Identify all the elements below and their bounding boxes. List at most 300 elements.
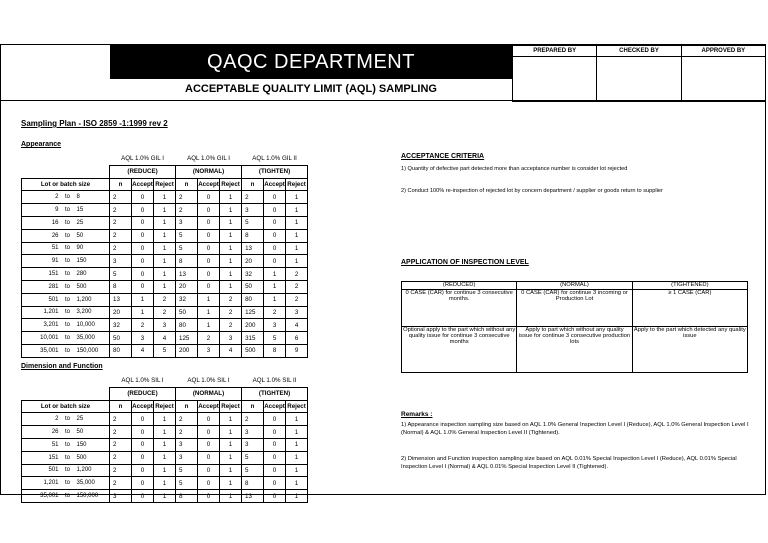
- lot-size-to-word: to: [64, 322, 70, 329]
- reject-number: 1: [286, 229, 308, 242]
- accept-number: 0: [264, 477, 286, 490]
- sample-size: 80: [242, 293, 264, 306]
- lot-size-to: 35,000: [76, 335, 95, 342]
- table-row: [22, 306, 308, 319]
- table-row: [22, 216, 308, 229]
- lot-size-from: 26: [51, 232, 59, 239]
- normal-header: (NORMAL): [517, 282, 632, 290]
- lot-size-header: Lot or batch size: [22, 400, 110, 413]
- sample-size: 5: [242, 216, 264, 229]
- accept-number: 1: [198, 306, 220, 319]
- accept-number: 0: [198, 229, 220, 242]
- sample-size: 5: [110, 268, 132, 281]
- lot-size-to: 150,000: [76, 347, 99, 354]
- reject-number: 3: [154, 319, 176, 332]
- n-header: n: [176, 178, 198, 191]
- dimension-table: [21, 375, 308, 503]
- sample-size: 2: [110, 229, 132, 242]
- table-row: [22, 268, 308, 281]
- lot-size-from: 16: [51, 219, 59, 226]
- aql-group-label: AQL 1.0% GIL II: [252, 155, 297, 163]
- tightened-condition: ≥ 1 CASE (CAR): [632, 290, 747, 327]
- n-header: n: [110, 178, 132, 191]
- lot-size-to-word: to: [64, 441, 70, 448]
- inspection-level-label: (REDUCE): [110, 165, 176, 178]
- accept-number: 0: [132, 255, 154, 268]
- table-row: [22, 204, 308, 217]
- application-title: APPLICATION OF INSPECTION LEVEL: [401, 259, 529, 266]
- sample-size: 8: [110, 280, 132, 293]
- accept-number: 4: [132, 344, 154, 357]
- table-row: [22, 319, 308, 332]
- lot-size-to-word: to: [64, 416, 70, 423]
- lot-size-to: 280: [76, 271, 87, 278]
- acceptance-criteria-title: ACCEPTANCE CRITERIA: [401, 153, 485, 160]
- lot-size-to: 25: [76, 219, 84, 226]
- sample-size: 8: [242, 477, 264, 490]
- dimension-label: Dimension and Function: [21, 363, 103, 370]
- sample-size: 2: [176, 191, 198, 204]
- reject-number: 4: [154, 332, 176, 345]
- lot-size-from: 35,001: [40, 493, 59, 500]
- tightened-header: (TIGHTENED): [632, 282, 747, 290]
- lot-size-from: 281: [48, 283, 59, 290]
- blank-cell: [22, 375, 110, 387]
- prepared-by-header: PREPARED BY: [513, 46, 597, 57]
- sample-size: 2: [110, 438, 132, 451]
- lot-size-to: 500: [76, 283, 87, 290]
- sample-size: 32: [242, 268, 264, 281]
- appearance-table: [21, 153, 308, 358]
- table-row: [22, 413, 308, 426]
- lot-size-from: 91: [51, 258, 59, 265]
- sample-size: 50: [110, 332, 132, 345]
- accept-number: 1: [264, 280, 286, 293]
- lot-size-to: 15: [76, 207, 84, 214]
- lot-size-to: 35,000: [76, 480, 95, 487]
- remark-item-2: 2) Dimension and Function inspection sampling size based on AQL 0.01% Special Inspection Level I (Reduce), AQL 0.01% Special Inspection Level I (Normal) & AQL 0.01% Special Inspection Level II (Tightened).: [401, 456, 737, 470]
- blank-cell: [22, 165, 110, 178]
- sample-size: 2: [110, 204, 132, 217]
- accept-number: 0: [198, 490, 220, 503]
- accept-number: 0: [132, 191, 154, 204]
- sample-size: 2: [110, 451, 132, 464]
- reject-number: 1: [220, 191, 242, 204]
- lot-size-range: [22, 451, 110, 464]
- sample-size: 5: [176, 229, 198, 242]
- remarks-title: Remarks :: [401, 411, 433, 418]
- remark-item-1: 1) Appearance inspection sampling size based on AQL 1.0% General Inspection Level I (Reduce), AQL 1.0% General Inspection Level I (Normal) & AQL 1.0% General Inspection Level II (Tightened).: [401, 422, 749, 436]
- reject-number: 6: [286, 332, 308, 345]
- reject-number: 1: [154, 451, 176, 464]
- accept-number: 0: [132, 242, 154, 255]
- accept-number: 0: [132, 451, 154, 464]
- reduced-condition: 0 CASE (CAR) for continue 3 consecutive months.: [402, 290, 517, 327]
- sample-size: 3: [110, 255, 132, 268]
- sample-size: 2: [110, 477, 132, 490]
- reject-number: 1: [286, 242, 308, 255]
- reject-number: 1: [220, 242, 242, 255]
- sample-size: 125: [176, 332, 198, 345]
- reject-number: 1: [154, 280, 176, 293]
- lot-size-from: 51: [51, 245, 59, 252]
- n-header: n: [110, 400, 132, 413]
- accept-number: 0: [264, 413, 286, 426]
- accept-number: 1: [132, 306, 154, 319]
- reject-number: 2: [154, 293, 176, 306]
- reject-number: 4: [220, 344, 242, 357]
- sample-size: 8: [176, 490, 198, 503]
- acceptance-criteria-item-2: 2) Conduct 100% re-inspection of rejected lot by concern department / supplier or goods return to supplier: [401, 188, 663, 194]
- lot-size-to-word: to: [64, 232, 70, 239]
- accept-number: 8: [264, 344, 286, 357]
- reject-number: 1: [154, 268, 176, 281]
- sample-size: 3: [176, 216, 198, 229]
- sample-size: 50: [176, 306, 198, 319]
- sample-size: 2: [176, 413, 198, 426]
- reject-number: 1: [286, 413, 308, 426]
- lot-size-range: [22, 413, 110, 426]
- lot-size-to-word: to: [64, 335, 70, 342]
- header-divider: [1, 100, 765, 101]
- sample-size: 8: [176, 255, 198, 268]
- lot-size-to-word: to: [64, 283, 70, 290]
- lot-size-range: [22, 191, 110, 204]
- reject-number: 1: [220, 413, 242, 426]
- sample-size: 13: [242, 490, 264, 503]
- sample-size: 200: [176, 344, 198, 357]
- lot-size-header: Lot or batch size: [22, 178, 110, 191]
- lot-size-range: [22, 344, 110, 357]
- table-row: [22, 477, 308, 490]
- sample-size: 20: [110, 306, 132, 319]
- sample-size: 500: [242, 344, 264, 357]
- accept-number: 0: [198, 191, 220, 204]
- table-row: [22, 280, 308, 293]
- lot-size-to-word: to: [64, 467, 70, 474]
- accept-number: 0: [264, 216, 286, 229]
- table-row: [22, 191, 308, 204]
- lot-size-to-word: to: [64, 207, 70, 214]
- sample-size: 50: [242, 280, 264, 293]
- reject-number: 4: [286, 319, 308, 332]
- accept-number: 0: [198, 413, 220, 426]
- accept-number: 0: [198, 464, 220, 477]
- lot-size-to: 1,200: [76, 467, 92, 474]
- accept-number: 0: [264, 490, 286, 503]
- lot-size-to: 10,000: [76, 322, 95, 329]
- reject-number: 1: [220, 229, 242, 242]
- accept-number: 1: [264, 293, 286, 306]
- accept-number: 0: [132, 280, 154, 293]
- sample-size: 2: [110, 216, 132, 229]
- accept-number: 1: [198, 293, 220, 306]
- accept-number: 2: [264, 306, 286, 319]
- reject-header: Reject: [154, 400, 176, 413]
- reject-number: 1: [286, 191, 308, 204]
- lot-size-from: 51: [51, 441, 59, 448]
- sample-size: 32: [110, 319, 132, 332]
- reject-number: 1: [154, 426, 176, 439]
- accept-number: 0: [132, 268, 154, 281]
- sample-size: 3: [242, 438, 264, 451]
- accept-number: 1: [132, 293, 154, 306]
- aql-group-label: AQL 1.0% GIL I: [187, 155, 230, 163]
- table-row: [22, 293, 308, 306]
- reject-number: 3: [220, 332, 242, 345]
- reject-number: 1: [286, 464, 308, 477]
- lot-size-to-word: to: [64, 296, 70, 303]
- department-title: QAQC DEPARTMENT: [110, 45, 512, 79]
- reject-number: 1: [154, 229, 176, 242]
- reject-number: 1: [154, 413, 176, 426]
- lot-size-to-word: to: [64, 271, 70, 278]
- table-row: [22, 490, 308, 503]
- approval-table: [512, 45, 766, 102]
- accept-number: 0: [198, 477, 220, 490]
- accept-number: 0: [198, 242, 220, 255]
- lot-size-range: [22, 438, 110, 451]
- lot-size-to-word: to: [64, 219, 70, 226]
- prepared-by-signature[interactable]: [513, 57, 597, 102]
- aql-sheet: [0, 44, 766, 500]
- reject-number: 1: [220, 451, 242, 464]
- accept-number: 0: [198, 426, 220, 439]
- table-row: [22, 438, 308, 451]
- reject-number: 1: [154, 204, 176, 217]
- sample-size: 315: [242, 332, 264, 345]
- acceptance-criteria-item-1: 1) Quantity of defective part detected more than acceptance number is consider lot rejected: [401, 166, 628, 172]
- accept-number: 0: [198, 438, 220, 451]
- lot-size-to-word: to: [64, 347, 70, 354]
- lot-size-to-word: to: [64, 493, 70, 500]
- accept-number: 2: [198, 332, 220, 345]
- lot-size-range: [22, 477, 110, 490]
- lot-size-to: 8: [76, 194, 80, 201]
- reject-number: 1: [154, 242, 176, 255]
- table-row: [22, 344, 308, 357]
- accept-number: 1: [198, 319, 220, 332]
- lot-size-range: [22, 216, 110, 229]
- accept-header: Accept: [264, 400, 286, 413]
- lot-size-range: [22, 229, 110, 242]
- lot-size-to-word: to: [64, 245, 70, 252]
- sample-size: 80: [176, 319, 198, 332]
- accept-number: 0: [264, 438, 286, 451]
- accept-number: 0: [198, 268, 220, 281]
- table-row: [22, 229, 308, 242]
- reject-number: 1: [154, 191, 176, 204]
- reject-number: 1: [220, 268, 242, 281]
- sample-size: 20: [176, 280, 198, 293]
- reject-number: 1: [154, 477, 176, 490]
- sample-size: 3: [242, 426, 264, 439]
- lot-size-from: 501: [48, 467, 59, 474]
- lot-size-to: 3,200: [76, 309, 92, 316]
- reject-number: 1: [220, 255, 242, 268]
- accept-number: 5: [264, 332, 286, 345]
- reject-number: 1: [286, 438, 308, 451]
- lot-size-from: 26: [51, 429, 59, 436]
- lot-size-range: [22, 319, 110, 332]
- aql-group-label: AQL 1.0% SIL II: [252, 377, 297, 385]
- lot-size-from: 9: [55, 207, 59, 214]
- normal-application: Apply to part which without any quality issue for continue 3 consecutive production lots: [517, 327, 632, 373]
- sample-size: 125: [242, 306, 264, 319]
- tightened-application: Apply to the part which detected any quality issue: [632, 327, 747, 373]
- lot-size-range: [22, 293, 110, 306]
- reject-number: 1: [286, 204, 308, 217]
- approved-by-signature[interactable]: [681, 57, 765, 102]
- sample-size: 200: [242, 319, 264, 332]
- table-row: [22, 332, 308, 345]
- accept-header: Accept: [132, 400, 154, 413]
- reject-number: 2: [286, 293, 308, 306]
- lot-size-range: [22, 268, 110, 281]
- reject-number: 2: [220, 306, 242, 319]
- reject-number: 1: [154, 216, 176, 229]
- accept-number: 0: [264, 255, 286, 268]
- reject-number: 1: [154, 438, 176, 451]
- appearance-label: Appearance: [21, 141, 62, 148]
- sample-size: 20: [242, 255, 264, 268]
- accept-number: 0: [132, 229, 154, 242]
- reject-number: 2: [286, 280, 308, 293]
- lot-size-to-word: to: [64, 480, 70, 487]
- reject-header: Reject: [220, 400, 242, 413]
- accept-header: Accept: [264, 178, 286, 191]
- lot-size-to-word: to: [64, 429, 70, 436]
- lot-size-from: 35,001: [40, 347, 59, 354]
- lot-size-to: 90: [76, 245, 84, 252]
- lot-size-range: [22, 242, 110, 255]
- lot-size-from: 151: [48, 271, 59, 278]
- aql-group-label: AQL 1.0% GIL I: [121, 155, 164, 163]
- reject-number: 1: [220, 464, 242, 477]
- table-row: [22, 255, 308, 268]
- sample-size: 2: [110, 464, 132, 477]
- accept-number: 0: [132, 413, 154, 426]
- sample-size: 3: [176, 438, 198, 451]
- accept-header: Accept: [198, 400, 220, 413]
- lot-size-to: 50: [76, 232, 84, 239]
- sample-size: 5: [176, 477, 198, 490]
- table-row: [22, 242, 308, 255]
- reject-number: 9: [286, 344, 308, 357]
- sample-size: 13: [110, 293, 132, 306]
- sample-size: 2: [242, 191, 264, 204]
- sample-size: 2: [176, 204, 198, 217]
- lot-size-to: 50: [76, 429, 84, 436]
- lot-size-from: 151: [48, 454, 59, 461]
- sample-size: 3: [110, 490, 132, 503]
- accept-number: 0: [132, 204, 154, 217]
- accept-number: 0: [198, 255, 220, 268]
- accept-number: 0: [264, 426, 286, 439]
- inspection-level-label: (TIGHTEN): [242, 165, 308, 178]
- reject-number: 1: [286, 451, 308, 464]
- n-header: n: [242, 178, 264, 191]
- reject-number: 1: [286, 216, 308, 229]
- sample-size: 2: [110, 426, 132, 439]
- accept-number: 1: [264, 268, 286, 281]
- lot-size-to: 150: [76, 258, 87, 265]
- table-row: [22, 451, 308, 464]
- aql-group-label: AQL 1.0% SIL I: [187, 377, 230, 385]
- n-header: n: [242, 400, 264, 413]
- accept-number: 0: [264, 204, 286, 217]
- lot-size-from: 1,201: [43, 309, 59, 316]
- sample-size: 80: [110, 344, 132, 357]
- lot-size-range: [22, 464, 110, 477]
- accept-number: 0: [264, 229, 286, 242]
- lot-size-to: 1,200: [76, 296, 92, 303]
- accept-number: 0: [198, 451, 220, 464]
- accept-number: 0: [264, 464, 286, 477]
- reject-number: 1: [286, 255, 308, 268]
- reduced-application: Optional apply to the part which without any quality issue for continue 3 consecutive months: [402, 327, 517, 373]
- reject-number: 2: [286, 268, 308, 281]
- accept-number: 3: [264, 319, 286, 332]
- document-subtitle: ACCEPTABLE QUALITY LIMIT (AQL) SAMPLING: [185, 83, 437, 95]
- reject-number: 1: [154, 255, 176, 268]
- reject-number: 2: [220, 293, 242, 306]
- accept-number: 0: [264, 451, 286, 464]
- inspection-level-table: [401, 281, 748, 373]
- accept-number: 0: [198, 280, 220, 293]
- checked-by-header: CHECKED BY: [597, 46, 681, 57]
- reject-number: 5: [154, 344, 176, 357]
- reject-number: 2: [154, 306, 176, 319]
- reject-header: Reject: [286, 178, 308, 191]
- sample-size: 5: [242, 451, 264, 464]
- sample-size: 5: [176, 464, 198, 477]
- sample-size: 2: [110, 413, 132, 426]
- lot-size-to: 150: [76, 441, 87, 448]
- sample-size: 3: [176, 451, 198, 464]
- approved-by-header: APPROVED BY: [681, 46, 765, 57]
- lot-size-from: 501: [48, 296, 59, 303]
- lot-size-from: 10,001: [40, 335, 59, 342]
- lot-size-to-word: to: [64, 309, 70, 316]
- sampling-plan-title: Sampling Plan - ISO 2859 -1:1999 rev 2: [21, 119, 168, 128]
- inspection-level-label: (NORMAL): [176, 165, 242, 178]
- reject-number: 1: [154, 490, 176, 503]
- reject-number: 1: [286, 426, 308, 439]
- accept-number: 0: [198, 216, 220, 229]
- reject-number: 1: [220, 280, 242, 293]
- normal-condition: 0 CASE (CAR) for continue 3 incoming or Production Lot: [517, 290, 632, 327]
- accept-header: Accept: [198, 178, 220, 191]
- reject-number: 1: [220, 490, 242, 503]
- lot-size-from: 2: [55, 416, 59, 423]
- reject-number: 1: [220, 216, 242, 229]
- lot-size-range: [22, 490, 110, 503]
- lot-size-to-word: to: [64, 258, 70, 265]
- inspection-level-label: (TIGHTEN): [242, 387, 308, 400]
- lot-size-to-word: to: [64, 454, 70, 461]
- lot-size-range: [22, 204, 110, 217]
- sample-size: 2: [176, 426, 198, 439]
- reject-number: 2: [220, 319, 242, 332]
- sample-size: 2: [110, 191, 132, 204]
- checked-by-signature[interactable]: [597, 57, 681, 102]
- inspection-level-label: (NORMAL): [176, 387, 242, 400]
- reject-number: 1: [220, 438, 242, 451]
- sample-size: 13: [176, 268, 198, 281]
- lot-size-from: 1,201: [43, 480, 59, 487]
- reject-number: 3: [286, 306, 308, 319]
